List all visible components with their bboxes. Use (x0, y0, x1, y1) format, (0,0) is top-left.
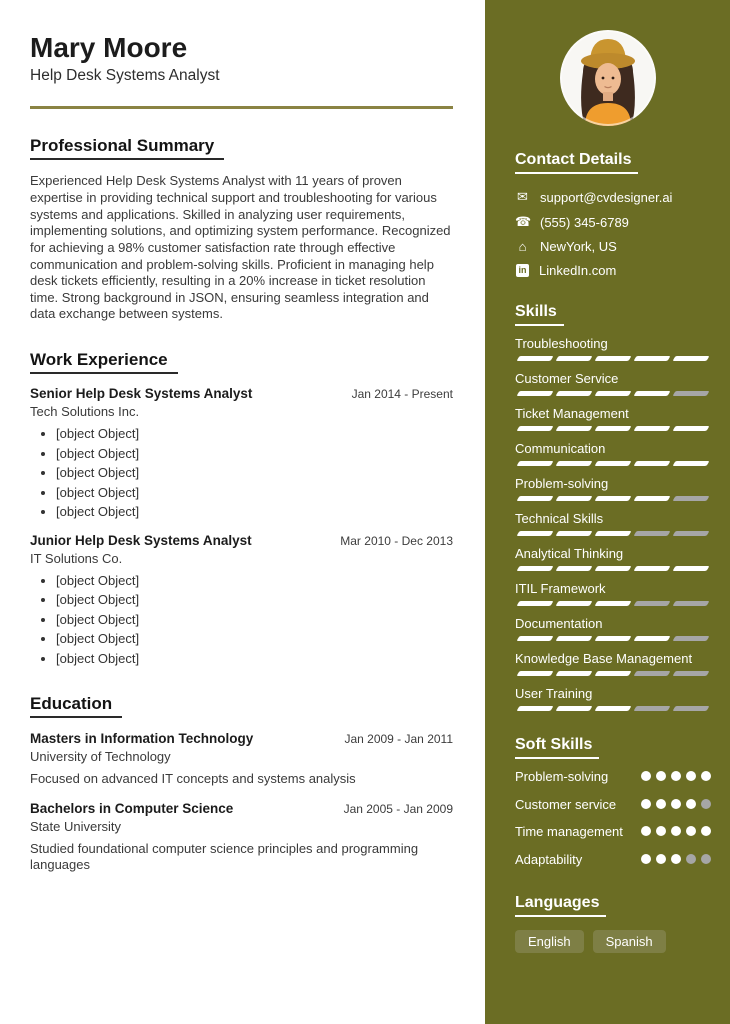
languages-section (515, 894, 711, 953)
skill-level-bar (515, 706, 711, 711)
skill-item (515, 546, 711, 571)
skill-segment-filled (595, 636, 632, 641)
skill-segment-empty (634, 706, 671, 711)
sidebar (485, 0, 730, 1024)
degree-name: Masters in Information Technology (30, 731, 254, 747)
skill-segment-filled (595, 566, 632, 571)
skill-segment-filled (517, 531, 554, 536)
education-section (30, 694, 453, 874)
skill-segment-filled (673, 566, 710, 571)
profile-photo (504, 30, 711, 126)
job-title: Senior Help Desk Systems Analyst (30, 386, 253, 402)
education-header (30, 731, 453, 746)
education-header (30, 801, 453, 816)
skill-segment-filled (556, 706, 593, 711)
education-heading: Education (30, 694, 122, 718)
skill-segment-filled (517, 461, 554, 466)
skill-segment-filled (595, 671, 632, 676)
bullet-item: • [object Object] (56, 465, 453, 482)
skill-item (515, 581, 711, 606)
job-company: Tech Solutions Inc. (30, 404, 140, 420)
rating-dot-filled (641, 771, 651, 781)
skill-segment-filled (517, 426, 554, 431)
skill-segment-filled (556, 601, 593, 606)
job-dates: Mar 2010 - Dec 2013 (340, 533, 453, 548)
skill-level-bar (515, 601, 711, 606)
rating-dot-filled (671, 771, 681, 781)
language-tag: Spanish (593, 930, 666, 953)
job-entry (30, 533, 453, 668)
rating-dot-filled (671, 854, 681, 864)
skills-section (515, 303, 711, 711)
avatar-illustration (560, 30, 656, 126)
job-dates: Jan 2014 - Present (351, 387, 453, 402)
skill-segment-filled (517, 636, 554, 641)
skill-level-bar (515, 426, 711, 431)
soft-skill-item (515, 795, 711, 815)
job-entry (30, 386, 453, 521)
rating-dot-filled (641, 854, 651, 864)
skill-segment-filled (517, 671, 554, 676)
skill-segment-empty (673, 636, 710, 641)
skill-segment-filled (517, 566, 554, 571)
summary-heading: Professional Summary (30, 136, 224, 160)
education-dates: Jan 2005 - Jan 2009 (343, 801, 453, 816)
rating-dot-empty (701, 854, 711, 864)
soft-skill-label: Customer service (515, 796, 617, 812)
skill-segment-filled (595, 601, 632, 606)
skill-segment-filled (634, 566, 671, 571)
soft-skill-label: Time management (515, 824, 623, 839)
school-name: University of Technology (30, 749, 171, 765)
bullet-item: • [object Object] (56, 651, 453, 668)
rating-dot-filled (701, 771, 711, 781)
bullet-item: • [object Object] (56, 573, 453, 590)
skill-label: Communication (515, 441, 606, 456)
soft-skill-label: Adaptability (515, 851, 583, 867)
education-dates: Jan 2009 - Jan 2011 (344, 732, 453, 747)
rating-dot-filled (641, 799, 651, 809)
skill-segment-filled (595, 496, 632, 501)
job-title: Junior Help Desk Systems Analyst (30, 532, 252, 548)
skill-segment-empty (673, 496, 710, 501)
skill-segment-empty (673, 671, 710, 676)
education-entry (30, 801, 453, 874)
rating-dot-filled (671, 799, 681, 809)
skill-segment-filled (595, 461, 632, 466)
skill-label: Ticket Management (515, 406, 629, 421)
summary-text: Experienced Help Desk Systems Analyst with 11 years of proven expertise in providing technical support and troubleshooting for various systems and applications. Skilled in analyzing user requirements, implementing solutions, and optimizing system performance. Recognized for achieving a 98% customer satisfaction rate through effective communication and problem-solving skills. Proficient in managing help desk tickets efficiently, resulting in a 20% increase in ticket resolution time. Strong background in JSON, ensuring seamless integration and data exchange between systems. (30, 173, 451, 322)
skill-segment-empty (673, 531, 710, 536)
skill-segment-filled (595, 531, 632, 536)
soft-skills-section (515, 736, 711, 869)
skill-segment-filled (556, 671, 593, 676)
job-header (30, 533, 453, 548)
skill-segment-empty (673, 706, 710, 711)
skill-segment-empty (673, 601, 710, 606)
education-description: Studied foundational computer science principles and programming languages (30, 840, 419, 873)
skill-level-bar (515, 391, 711, 396)
bullet-item: • [object Object] (56, 426, 453, 443)
job-bullets (30, 426, 453, 521)
skill-label: Knowledge Base Management (515, 651, 693, 666)
skill-list (515, 336, 711, 711)
language-tag: English (515, 930, 584, 953)
skill-segment-filled (556, 426, 593, 431)
contact-list (515, 189, 711, 278)
bullet-item: • [object Object] (56, 504, 453, 521)
contact-text: NewYork, US (540, 239, 617, 254)
bullet-item: • [object Object] (56, 592, 453, 609)
skill-segment-filled (673, 426, 710, 431)
soft-skill-dots (641, 795, 711, 809)
education-description: Focused on advanced IT concepts and systems analysis (30, 771, 356, 787)
skill-level-bar (515, 496, 711, 501)
skill-item (515, 651, 711, 676)
bullet-item: • [object Object] (56, 485, 453, 502)
skill-label: User Training (515, 686, 593, 701)
skill-label: Technical Skills (515, 511, 604, 526)
linkedin-icon: in (516, 264, 529, 277)
skill-segment-filled (556, 566, 593, 571)
skill-segment-filled (556, 636, 593, 641)
skill-segment-filled (634, 461, 671, 466)
skill-level-bar (515, 461, 711, 466)
rating-dot-empty (701, 799, 711, 809)
skill-level-bar (515, 671, 711, 676)
skill-level-bar (515, 531, 711, 536)
skill-segment-filled (673, 461, 710, 466)
skill-item (515, 406, 711, 431)
summary-section (30, 136, 453, 323)
rating-dot-filled (686, 826, 696, 836)
skill-label: Troubleshooting (515, 336, 608, 351)
soft-skill-list (515, 767, 711, 869)
candidate-name: Mary Moore (30, 32, 188, 63)
soft-skill-item (515, 850, 711, 870)
skill-segment-filled (673, 356, 710, 361)
skill-segment-filled (517, 601, 554, 606)
language-list (515, 930, 711, 953)
bullet-item: • [object Object] (56, 631, 453, 648)
skill-segment-filled (556, 496, 593, 501)
skill-label: Analytical Thinking (515, 546, 624, 561)
skill-segment-empty (634, 601, 671, 606)
soft-skill-dots (641, 850, 711, 864)
experience-section (30, 350, 453, 667)
soft-skill-dots (641, 822, 711, 836)
soft-skill-item (515, 822, 711, 842)
phone-icon: ☎ (515, 214, 532, 229)
skill-item (515, 686, 711, 711)
bullet-item: • [object Object] (56, 612, 453, 629)
header-divider (30, 106, 453, 109)
skill-level-bar (515, 356, 711, 361)
contact-item (515, 189, 711, 205)
contact-section (515, 151, 711, 278)
soft-skills-heading: Soft Skills (515, 736, 599, 759)
job-header (30, 386, 453, 401)
skill-level-bar (515, 636, 711, 641)
rating-dot-filled (671, 826, 681, 836)
skill-label: Customer Service (515, 371, 619, 386)
skill-segment-filled (517, 356, 554, 361)
rating-dot-empty (686, 854, 696, 864)
education-entry (30, 731, 453, 788)
contact-item (515, 263, 711, 278)
soft-skill-item (515, 767, 711, 787)
school-name: State University (30, 818, 122, 834)
contact-item (515, 239, 711, 254)
skill-label: Problem-solving (515, 476, 609, 491)
candidate-title: Help Desk Systems Analyst (30, 67, 220, 85)
skill-item (515, 511, 711, 536)
skill-segment-filled (634, 636, 671, 641)
rating-dot-filled (656, 854, 666, 864)
skill-segment-filled (595, 706, 632, 711)
skill-item (515, 336, 711, 361)
contact-text: (555) 345-6789 (540, 214, 629, 230)
skill-segment-filled (634, 496, 671, 501)
job-bullets (30, 573, 453, 668)
rating-dot-filled (701, 826, 711, 836)
skill-segment-filled (556, 391, 593, 396)
skill-segment-filled (556, 356, 593, 361)
rating-dot-filled (656, 771, 666, 781)
skill-label: ITIL Framework (515, 581, 606, 596)
skill-segment-filled (595, 391, 632, 396)
rating-dot-filled (656, 799, 666, 809)
email-icon: ✉ (517, 189, 528, 204)
skill-segment-filled (634, 426, 671, 431)
skill-segment-filled (556, 531, 593, 536)
rating-dot-filled (686, 799, 696, 809)
skill-segment-filled (517, 496, 554, 501)
skill-segment-filled (634, 356, 671, 361)
rating-dot-filled (686, 771, 696, 781)
bullet-item: • [object Object] (56, 446, 453, 463)
skill-segment-filled (634, 391, 671, 396)
rating-dot-filled (656, 826, 666, 836)
contact-text: LinkedIn.com (539, 263, 617, 278)
skill-segment-empty (673, 391, 710, 396)
skill-segment-filled (517, 391, 554, 396)
skill-item (515, 476, 711, 501)
languages-heading: Languages (515, 894, 606, 917)
skills-heading: Skills (515, 303, 564, 326)
degree-name: Bachelors in Computer Science (30, 800, 234, 816)
rating-dot-filled (641, 826, 651, 836)
home-icon: ⌂ (518, 239, 527, 254)
job-company: IT Solutions Co. (30, 550, 123, 566)
experience-heading: Work Experience (30, 350, 178, 374)
contact-heading: Contact Details (515, 151, 638, 174)
skill-segment-filled (595, 426, 632, 431)
skill-segment-filled (595, 356, 632, 361)
contact-text: support@cvdesigner.ai (540, 189, 673, 205)
skill-level-bar (515, 566, 711, 571)
soft-skill-dots (641, 767, 711, 781)
skill-segment-filled (556, 461, 593, 466)
skill-item (515, 371, 711, 396)
skill-item (515, 616, 711, 641)
skill-segment-filled (517, 706, 554, 711)
skill-segment-empty (634, 531, 671, 536)
contact-item (515, 214, 711, 230)
skill-segment-empty (634, 671, 671, 676)
soft-skill-label: Problem-solving (515, 769, 609, 784)
skill-item (515, 441, 711, 466)
skill-label: Documentation (515, 616, 603, 631)
